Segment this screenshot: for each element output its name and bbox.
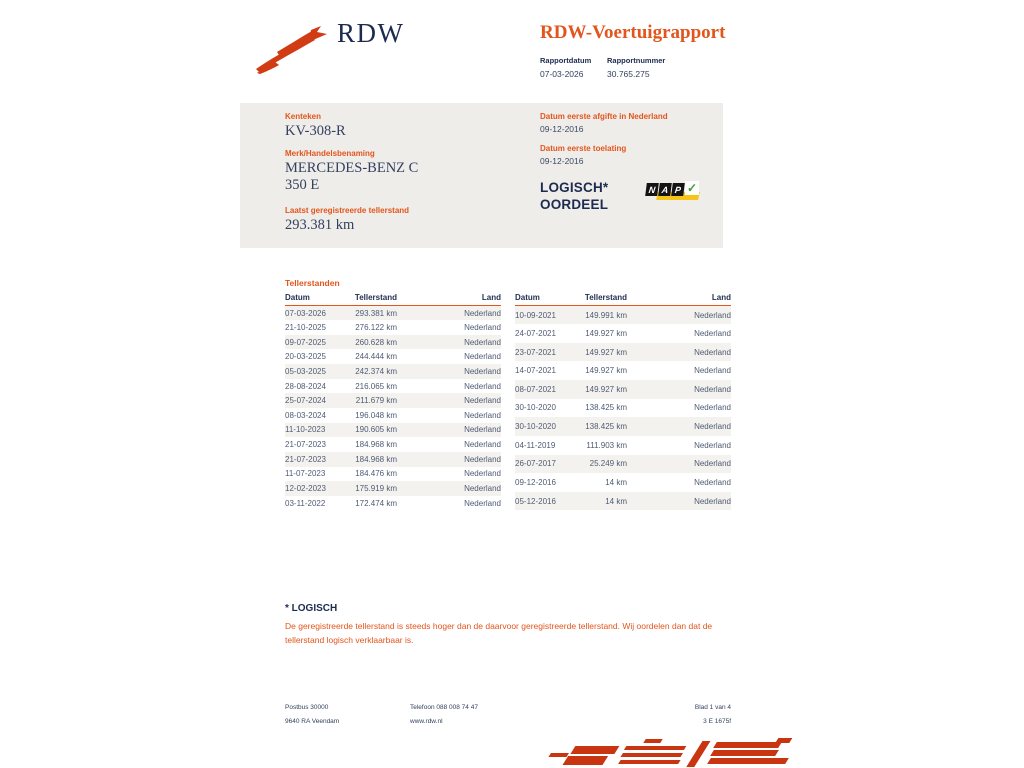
datum-cell: 21-10-2025 [285, 322, 326, 332]
nap-letter-p: P [671, 183, 685, 196]
rapportnummer-block [607, 56, 665, 79]
land-cell: Nederland [694, 440, 731, 450]
footnote-text: De geregistreerde tellerstand is steeds hoger dan de daarvoor geregistreerde tellerstand. Wij oordelen dan dat de tellerstand logisch verklaarbaar is. [285, 621, 713, 645]
land-cell: Nederland [464, 308, 501, 318]
report-meta [540, 56, 665, 79]
table-row [515, 492, 731, 511]
datum-cell: 05-12-2016 [515, 496, 556, 506]
datum-cell: 08-03-2024 [285, 410, 326, 420]
table-row [285, 437, 501, 452]
footer-form-code: 3 E 1675f [703, 717, 731, 725]
col-header-datum: Datum [515, 293, 577, 306]
table-row [285, 423, 501, 438]
tellerstand-cell: 276.122 km [355, 322, 397, 332]
rapportdatum-block [540, 56, 607, 79]
table-row [285, 408, 501, 423]
land-cell: Nederland [694, 422, 731, 432]
tellerstand-cell: 184.968 km [355, 440, 397, 450]
vehicle-summary-right [540, 112, 723, 213]
tellerstand-cell: 190.605 km [355, 425, 397, 435]
col-header-tellerstand: Tellerstand [577, 293, 627, 306]
tellerstanden-section [285, 278, 732, 510]
page-footer [285, 701, 731, 728]
brand-text: RDW [337, 18, 405, 48]
rapportdatum-value: 07-03-2026 [540, 69, 584, 79]
table-row [285, 320, 501, 335]
table-row [515, 343, 731, 362]
datum-cell: 20-03-2025 [285, 352, 326, 362]
datum-cell: 30-10-2020 [515, 403, 556, 413]
land-cell: Nederland [464, 410, 501, 420]
tellerstand-cell: 149.927 km [585, 347, 627, 357]
nap-checkmark-icon: ✓ [686, 181, 698, 195]
datum-cell: 25-07-2024 [285, 396, 326, 406]
rapportnummer-label: Rapportnummer [607, 56, 666, 65]
table-row [515, 455, 731, 474]
laatste-tellerstand-value: 293.381 km [285, 216, 355, 233]
rapportdatum-label: Rapportdatum [540, 56, 592, 65]
tellerstand-cell: 196.048 km [355, 410, 397, 420]
nap-letter-a: A [658, 183, 672, 196]
table-row [515, 361, 731, 380]
kenteken-value: KV-308-R [285, 123, 346, 139]
table-row [515, 399, 731, 418]
table-row [285, 393, 501, 408]
merk-value: MERCEDES-BENZ C 350 E [285, 159, 419, 193]
tellerstand-cell: 293.381 km [355, 308, 397, 318]
col-header-land: Land [627, 293, 731, 306]
tellerstand-cell: 184.476 km [355, 469, 397, 479]
datum-cell: 05-03-2025 [285, 366, 326, 376]
footnote-section [285, 603, 740, 647]
land-cell: Nederland [464, 366, 501, 376]
datum-cell: 14-07-2021 [515, 366, 556, 376]
footnote-title: * LOGISCH [285, 603, 338, 614]
tellerstand-cell: 138.425 km [585, 422, 627, 432]
footer-page-info [641, 701, 731, 728]
tellerstand-cell: 149.927 km [585, 384, 627, 394]
datum-cell: 09-07-2025 [285, 337, 326, 347]
tellerstand-cell: 149.991 km [585, 310, 627, 320]
tellerstand-cell: 14 km [605, 477, 627, 487]
tellerstand-cell: 216.065 km [355, 381, 397, 391]
tellerstand-cell: 25.249 km [589, 459, 627, 469]
footer-wing-graphic-icon [540, 737, 792, 768]
land-cell: Nederland [464, 381, 501, 391]
col-header-land: Land [397, 293, 501, 306]
kenteken-label: Kenteken [285, 112, 322, 121]
col-header-datum: Datum [285, 293, 347, 306]
eerste-toelating-value: 09-12-2016 [540, 156, 584, 166]
footer-phone: Telefoon 088 008 74 47 [410, 704, 478, 711]
rapportnummer-value: 30.765.275 [607, 69, 650, 79]
tellerstand-cell: 242.374 km [355, 366, 397, 376]
datum-cell: 04-11-2019 [515, 440, 556, 450]
datum-cell: 11-07-2023 [285, 469, 326, 479]
table-header-row [515, 293, 731, 306]
land-cell: Nederland [694, 477, 731, 487]
land-cell: Nederland [694, 347, 731, 357]
land-cell: Nederland [464, 322, 501, 332]
table-row [285, 481, 501, 496]
datum-cell: 28-08-2024 [285, 381, 326, 391]
land-cell: Nederland [694, 366, 731, 376]
eerste-afgifte-value: 09-12-2016 [540, 124, 584, 134]
land-cell: Nederland [694, 496, 731, 506]
eerste-toelating-label: Datum eerste toelating [540, 144, 627, 153]
oordeel-line1: LOGISCH* [540, 180, 609, 195]
table-row [285, 379, 501, 394]
footer-website: www.rdw.nl [410, 717, 443, 725]
col-header-tellerstand: Tellerstand [347, 293, 397, 306]
footer-address-line1: Postbus 30000 [285, 704, 329, 711]
land-cell: Nederland [464, 425, 501, 435]
table-header-row [285, 293, 501, 306]
tellerstand-cell: 111.903 km [586, 440, 627, 450]
land-cell: Nederland [464, 440, 501, 450]
tellerstand-cell: 138.425 km [585, 403, 627, 413]
report-title: RDW-Voertuigrapport [540, 22, 726, 43]
tellerstand-cell: 14 km [605, 496, 627, 506]
land-cell: Nederland [694, 384, 731, 394]
tellerstand-cell: 244.444 km [355, 352, 397, 362]
rdw-bird-logo-icon [255, 24, 331, 74]
table-row [285, 335, 501, 350]
oordeel-row [540, 180, 723, 213]
oordeel-text [540, 180, 646, 213]
tellerstand-cell: 149.927 km [585, 366, 627, 376]
footer-page-indicator: Blad 1 van 4 [694, 704, 731, 711]
datum-cell: 07-03-2026 [285, 308, 326, 318]
land-cell: Nederland [464, 454, 501, 464]
land-cell: Nederland [464, 484, 501, 493]
datum-cell: 10-09-2021 [515, 310, 556, 320]
table-row [515, 380, 731, 399]
datum-cell: 23-07-2021 [515, 347, 556, 357]
tellerstanden-table-left [285, 293, 501, 510]
nap-letter-n: N [645, 183, 659, 196]
tellerstand-cell: 184.968 km [355, 454, 397, 464]
table-row [285, 349, 501, 364]
datum-cell: 21-07-2023 [285, 454, 326, 464]
land-cell: Nederland [464, 352, 501, 362]
vehicle-summary-left [285, 112, 460, 242]
datum-cell: 09-12-2016 [515, 477, 556, 487]
datum-cell: 12-02-2023 [285, 484, 326, 493]
table-row [285, 467, 501, 482]
land-cell: Nederland [464, 396, 501, 406]
tellerstand-cell: 260.628 km [355, 337, 397, 347]
footer-address [285, 701, 410, 728]
land-cell: Nederland [464, 469, 501, 479]
table-row [515, 436, 731, 455]
nap-logo-icon [646, 181, 702, 205]
oordeel-line2: OORDEEL [540, 196, 609, 212]
tellerstand-cell: 149.927 km [585, 328, 627, 338]
land-cell: Nederland [464, 498, 501, 508]
eerste-afgifte-label: Datum eerste afgifte in Nederland [540, 112, 668, 121]
table-row [515, 324, 731, 343]
land-cell: Nederland [694, 310, 731, 320]
footer-address-line2: 9640 RA Veendam [285, 717, 340, 725]
datum-cell: 24-07-2021 [515, 328, 556, 338]
tellerstanden-table-right [515, 293, 731, 510]
land-cell: Nederland [464, 337, 501, 347]
merk-label: Merk/Handelsbenaming [285, 148, 375, 158]
datum-cell: 11-10-2023 [285, 425, 326, 435]
datum-cell: 03-11-2022 [285, 498, 326, 508]
land-cell: Nederland [694, 328, 731, 338]
table-row [285, 306, 501, 321]
laatste-tellerstand-label: Laatst geregistreerde tellerstand [285, 205, 410, 215]
tellerstand-cell: 172.474 km [355, 498, 397, 508]
tellerstand-cell: 211.679 km [355, 396, 397, 406]
tellerstand-cell: 175.919 km [355, 484, 397, 493]
table-row [515, 473, 731, 492]
table-row [515, 417, 731, 436]
datum-cell: 08-07-2021 [515, 384, 556, 394]
datum-cell: 21-07-2023 [285, 440, 326, 450]
datum-cell: 26-07-2017 [515, 459, 556, 469]
footer-contact [410, 701, 641, 728]
table-row [515, 306, 731, 325]
table-row [285, 496, 501, 511]
table-row [285, 452, 501, 467]
tellerstanden-heading: Tellerstanden [285, 278, 340, 288]
table-row [285, 364, 501, 379]
datum-cell: 30-10-2020 [515, 422, 556, 432]
land-cell: Nederland [694, 403, 731, 413]
land-cell: Nederland [694, 459, 731, 469]
